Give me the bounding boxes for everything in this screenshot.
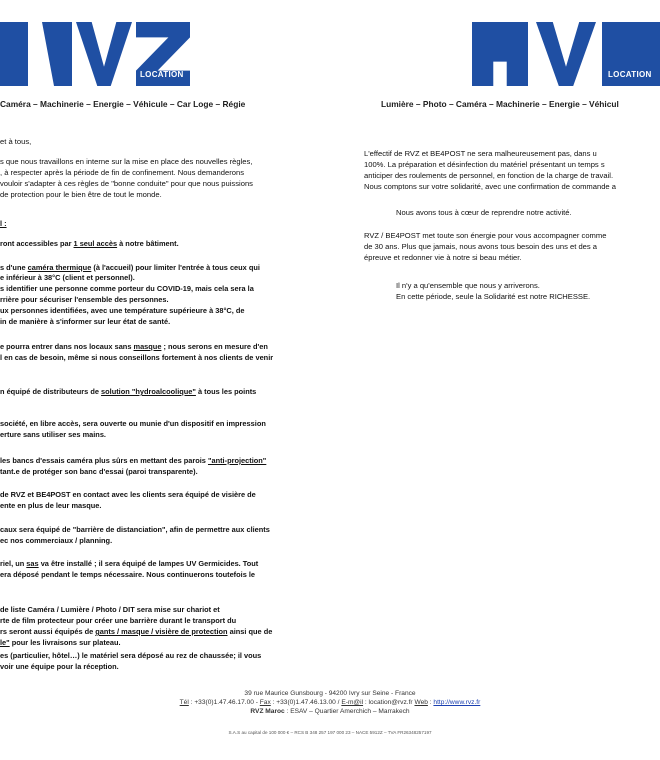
- rule-text: riel, un: [0, 559, 27, 568]
- right-line: Nous comptons sur votre solidarité, avec une confirmation de commande a: [364, 182, 616, 191]
- rule-text: rte de film protecteur pour créer une barrière durant le transport du: [0, 616, 237, 625]
- right-line: L'effectif de RVZ et BE4POST ne sera malheureusement pas, dans u: [364, 149, 597, 158]
- rule-text: voir une équipe pour la réception.: [0, 662, 119, 671]
- rule-emphasis: 1 seul accès: [73, 239, 118, 248]
- rule-line: [0, 524, 270, 535]
- right-closing: [396, 280, 590, 302]
- rule-emphasis: le": [0, 638, 10, 647]
- web-sep: :: [427, 699, 434, 706]
- logo-sub-left: LOCATION: [140, 70, 184, 79]
- rule-emphasis: gants / masque / visière de protection: [95, 627, 228, 636]
- rule-emphasis: solution "hydroalcoolique": [101, 387, 196, 396]
- rule-text: e pourra entrer dans nos locaux sans: [0, 342, 134, 351]
- footer-legal: S.A.S au capital de 100 000 € – RCS B 348 257 197 000 23 – NACE 5912Z – TVA FR26348257197: [228, 730, 432, 735]
- rule-line: [0, 466, 198, 477]
- intro-line: , à respecter après la période de fin de confinement. Nous demanderons: [0, 168, 244, 177]
- footer-maroc: [0, 708, 660, 715]
- rule-text: de liste Caméra / Lumière / Photo / DIT sera mise sur chariot et: [0, 605, 220, 614]
- rule-line: [0, 283, 254, 294]
- rule-text: s identifier une personne comme porteur du COVID-19, mais cela sera la: [0, 284, 254, 293]
- rule-emphasis: "anti-projection": [207, 456, 267, 465]
- rule-text: ; nous serons en mesure d'en: [161, 342, 268, 351]
- rule-text: rrière pour sécuriser l'ensemble des personnes.: [0, 295, 169, 304]
- rule-text: n équipé de distributeurs de: [0, 387, 102, 396]
- tagline-left: Caméra – Machinerie – Energie – Véhicule – Car Loge – Régie: [0, 99, 246, 109]
- rule-text: tant.e de protéger son banc d'essai (paroi transparente).: [0, 467, 198, 476]
- rule-line: [0, 489, 256, 500]
- right-line: RVZ / BE4POST met toute son énergie pour vous accompagner comme: [364, 231, 607, 240]
- right-para-3: [364, 230, 606, 263]
- tagline-right: Lumière – Photo – Caméra – Machinerie – Energie – Véhicul: [381, 99, 619, 109]
- rule-line: [0, 500, 101, 511]
- rule-line: [0, 650, 261, 661]
- rule-text: ec nos commerciaux / planning.: [0, 536, 113, 545]
- right-line: épreuve et redonner vie à notre si beau métier.: [364, 253, 522, 262]
- rule-line: [0, 637, 121, 648]
- rule-emphasis: masque: [133, 342, 162, 351]
- rule-line: [0, 558, 258, 569]
- rule-emphasis: caméra thermique: [27, 263, 92, 272]
- rule-text: s d'une: [0, 263, 28, 272]
- rule-line: [0, 535, 112, 546]
- rule-text: les bancs d'essais caméra plus sûrs en mettant des parois: [0, 456, 208, 465]
- rule-text: (à l'accueil) pour limiter l'entrée à tous ceux qui: [91, 263, 260, 272]
- rule-line: [0, 238, 179, 249]
- rule-text: caux sera équipé de "barrière de distanciation", afin de permettre aux clients: [0, 525, 270, 534]
- rule-text: de RVZ et BE4POST en contact avec les clients sera équipé de visière de: [0, 490, 256, 499]
- footer-address: 39 rue Maurice Gunsbourg - 94200 Ivry sur Seine - France: [244, 690, 416, 697]
- logo-left: [0, 22, 190, 86]
- rule-line: [0, 615, 236, 626]
- rule-line: [0, 418, 266, 429]
- rule-text: à tous les points: [195, 387, 257, 396]
- footer-contacts: [0, 699, 660, 706]
- email-value[interactable]: : location@rvz.fr: [363, 699, 415, 706]
- tel-value: : +33(0)1.47.46.17.00 -: [188, 699, 260, 706]
- rule-text: ainsi que de: [227, 627, 273, 636]
- logo-right: [472, 22, 660, 86]
- email-label: E-m@il: [341, 699, 364, 706]
- tel-label: Tél: [179, 699, 189, 706]
- fax-label: Fax: [259, 699, 271, 706]
- rule-line: [0, 352, 273, 363]
- section-label: l :: [0, 219, 7, 228]
- right-para-1: [364, 148, 616, 192]
- rule-text: e inférieur à 38°C (client et personnel).: [0, 273, 135, 282]
- website-link[interactable]: http://www.rvz.fr: [433, 699, 481, 706]
- rule-line: [0, 569, 255, 580]
- rule-text: in de manière à s'informer sur leur état de santé.: [0, 317, 171, 326]
- rule-text: ront accessibles par: [0, 239, 74, 248]
- closing-line: En cette période, seule la Solidarité est notre RICHESSE.: [396, 292, 591, 301]
- intro-line: de protection pour le bien être de tout le monde.: [0, 190, 162, 199]
- rule-line: [0, 386, 256, 397]
- rule-text: rs seront aussi équipés de: [0, 627, 96, 636]
- rule-line: [0, 341, 268, 352]
- maroc-label: RVZ Maroc: [250, 708, 285, 715]
- rule-line: [0, 661, 119, 672]
- rule-text: à notre bâtiment.: [117, 239, 179, 248]
- right-line: 100%. La préparation et désinfection du matériel présentant un temps s: [364, 160, 605, 169]
- fax-value: : +33(0)1.47.46.13.00 /: [270, 699, 342, 706]
- logo-sub-right: LOCATION: [608, 70, 652, 79]
- rule-line: [0, 316, 170, 327]
- intro-line: vouloir s'adapter à ces règles de "bonne conduite" pour que nous puissions: [0, 179, 253, 188]
- rule-text: ux personnes identifiées, avec une température supérieure à 38°C, de: [0, 306, 245, 315]
- rule-text: erture sans utiliser ses mains.: [0, 430, 106, 439]
- rule-line: [0, 429, 106, 440]
- rule-text: société, en libre accès, sera ouverte ou munie d'un dispositif en impression: [0, 419, 266, 428]
- right-line: anticiper des roulements de personnel, en fonction de la charge de travail.: [364, 171, 614, 180]
- right-para-2: Nous avons tous à cœur de reprendre notre activité.: [396, 208, 572, 217]
- rule-text: era déposé pendant le temps nécessaire. Nous continuerons toutefois le: [0, 570, 256, 579]
- rule-line: [0, 626, 272, 637]
- greeting: et à tous,: [0, 137, 32, 146]
- rule-line: [0, 305, 244, 316]
- rule-text: ente en plus de leur masque.: [0, 501, 102, 510]
- rule-line: [0, 294, 169, 305]
- right-line: de 30 ans. Plus que jamais, nous avons tous besoin des uns et des a: [364, 242, 598, 251]
- rule-text: va être installé ; il sera équipé de lampes UV Germicides. Tout: [38, 559, 259, 568]
- maroc-value: : ESAV – Quartier Amerchich – Marrakech: [284, 708, 410, 715]
- rule-text: es (particulier, hôtel…) le matériel sera déposé au rez de chaussée; il vous: [0, 651, 262, 660]
- rule-line: [0, 455, 266, 466]
- rule-line: [0, 272, 135, 283]
- web-label: Web: [414, 699, 428, 706]
- rule-text: l en cas de besoin, même si nous conseillons fortement à nos clients de venir: [0, 353, 274, 362]
- intro-line: s que nous travaillons en interne sur la mise en place des nouvelles règles,: [0, 157, 253, 166]
- rule-text: pour les livraisons sur plateau.: [9, 638, 121, 647]
- rule-emphasis: sas: [26, 559, 39, 568]
- closing-line: Il n'y a qu'ensemble que nous y arriverons.: [396, 281, 540, 290]
- intro-paragraph: [0, 156, 253, 200]
- rule-line: [0, 604, 220, 615]
